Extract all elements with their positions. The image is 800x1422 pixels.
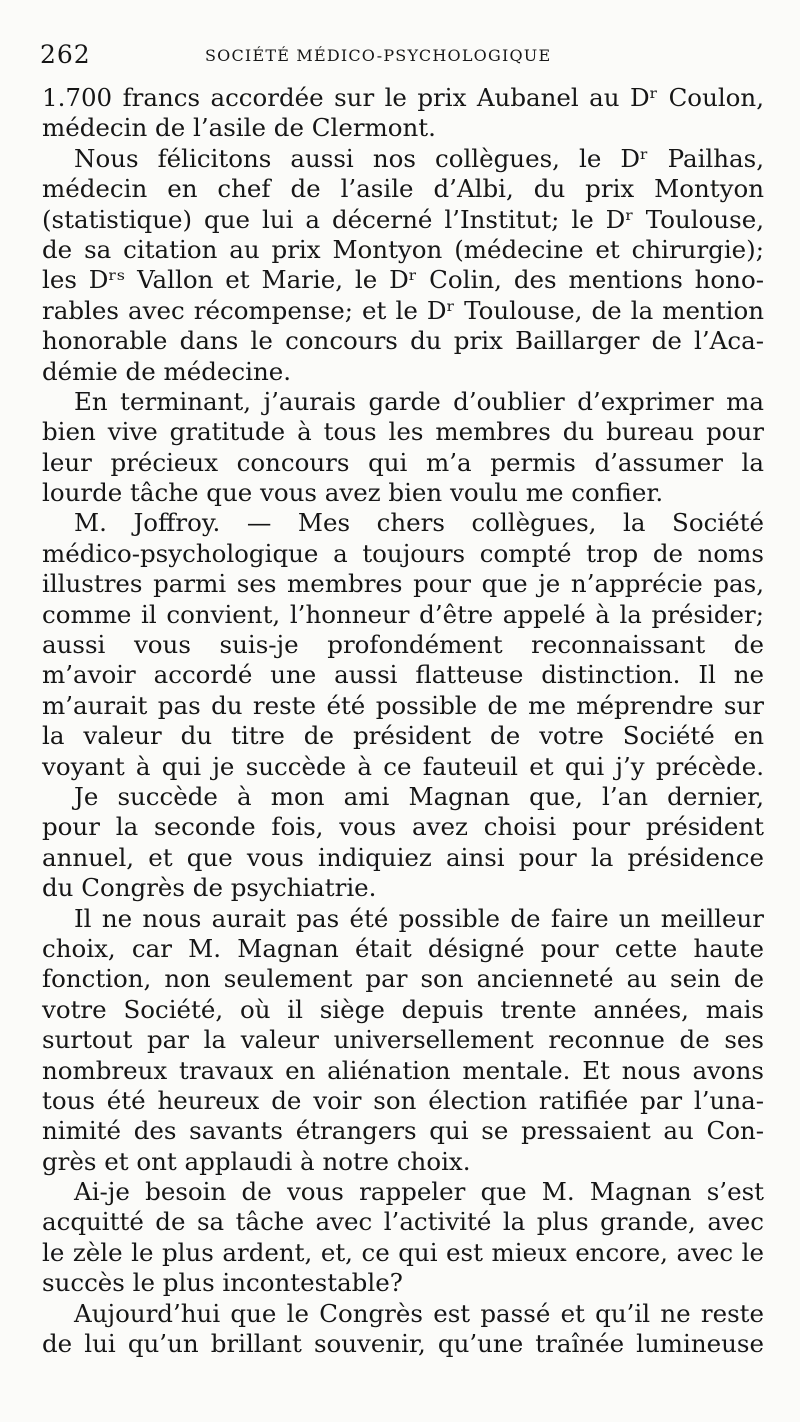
text-line: Nous félicitons aussi nos collègues, le Dʳ Pailhas,: [74, 143, 764, 173]
text-line: succès le plus incontestable?: [42, 1268, 403, 1298]
text-line: surtout par la valeur universellement reconnue de ses: [42, 1025, 764, 1055]
text-line: aussi vous suis-je profondément reconnaissant de: [42, 630, 764, 660]
text-line: leur précieux concours qui m’a permis d’assumer la: [42, 447, 764, 477]
text-line: du Congrès de psychiatrie.: [42, 873, 377, 903]
text-line: nimité des savants étrangers qui se pressaient au Con-: [42, 1116, 764, 1146]
text-line: médecin en chef de l’asile d’Albi, du prix Montyon: [42, 174, 764, 204]
text-line: m’avoir accordé une aussi flatteuse distinction. Il ne: [42, 660, 764, 690]
text-line: comme il convient, l’honneur d’être appelé à la présider;: [42, 599, 764, 629]
text-line: annuel, et que vous indiquiez ainsi pour la présidence: [42, 842, 764, 872]
text-line: Ai-je besoin de vous rappeler que M. Magnan s’est: [74, 1177, 764, 1207]
text-line: rables avec récompense; et le Dʳ Toulouse, de la mention: [42, 295, 764, 325]
text-line: votre Société, où il siège depuis trente années, mais: [42, 994, 764, 1024]
text-line: acquitté de sa tâche avec l’activité la plus grande, avec: [42, 1207, 764, 1237]
text-line: les Dʳˢ Vallon et Marie, le Dʳ Colin, des mentions hono-: [42, 265, 764, 295]
text-line: En terminant, j’aurais garde d’oublier d’exprimer ma: [74, 386, 764, 416]
text-line: tous été heureux de voir son élection ratifiée par l’una-: [42, 1085, 764, 1115]
text-line: honorable dans le concours du prix Baillarger de l’Aca-: [42, 326, 764, 356]
text-line: voyant à qui je succède à ce fauteuil et qui j’y précède.: [42, 751, 764, 781]
text-line: m’aurait pas du reste été possible de me méprendre sur: [42, 690, 764, 720]
text-line: la valeur du titre de président de votre Société en: [42, 721, 764, 751]
text-line: lourde tâche que vous avez bien voulu me confier.: [42, 478, 664, 508]
text-line: médecin de l’asile de Clermont.: [42, 113, 436, 143]
text-line: de lui qu’un brillant souvenir, qu’une traînée lumineuse: [42, 1329, 764, 1359]
text-line: fonction, non seulement par son ancienneté au sein de: [42, 964, 764, 994]
text-line: bien vive gratitude à tous les membres du bureau pour: [42, 417, 764, 447]
text-line: grès et ont applaudi à notre choix.: [42, 1146, 471, 1176]
text-line: (statistique) que lui a décerné l’Institut; le Dʳ Toulouse,: [42, 204, 764, 234]
text-line: nombreux travaux en aliénation mentale. Et nous avons: [42, 1055, 764, 1085]
body-text: [42, 83, 764, 1359]
text-line: M. Joffroy. — Mes chers collègues, la Société: [74, 508, 764, 538]
text-line: Aujourd’hui que le Congrès est passé et qu’il ne reste: [74, 1298, 764, 1328]
text-line: pour la seconde fois, vous avez choisi pour président: [42, 812, 764, 842]
text-line: 1.700 francs accordée sur le prix Aubanel au Dʳ Coulon,: [42, 83, 764, 112]
text-line: choix, car M. Magnan était désigné pour cette haute: [42, 933, 764, 963]
page-header: [40, 40, 770, 70]
text-line: Il ne nous aurait pas été possible de faire un meilleur: [74, 903, 764, 933]
page-number: 262: [40, 40, 91, 69]
text-line: illustres parmi ses membres pour que je n’apprécie pas,: [42, 569, 764, 599]
text-line: de sa citation au prix Montyon (médecine et chirurgie);: [42, 234, 764, 264]
text-line: le zèle le plus ardent, et, ce qui est mieux encore, avec le: [42, 1237, 764, 1267]
text-line: démie de médecine.: [42, 356, 292, 386]
text-line: Je succède à mon ami Magnan que, l’an dernier,: [74, 781, 764, 811]
running-head: SOCIÉTÉ MÉDICO-PSYCHOLOGIQUE: [205, 46, 552, 65]
text-line: médico-psychologique a toujours compté trop de noms: [42, 538, 764, 568]
